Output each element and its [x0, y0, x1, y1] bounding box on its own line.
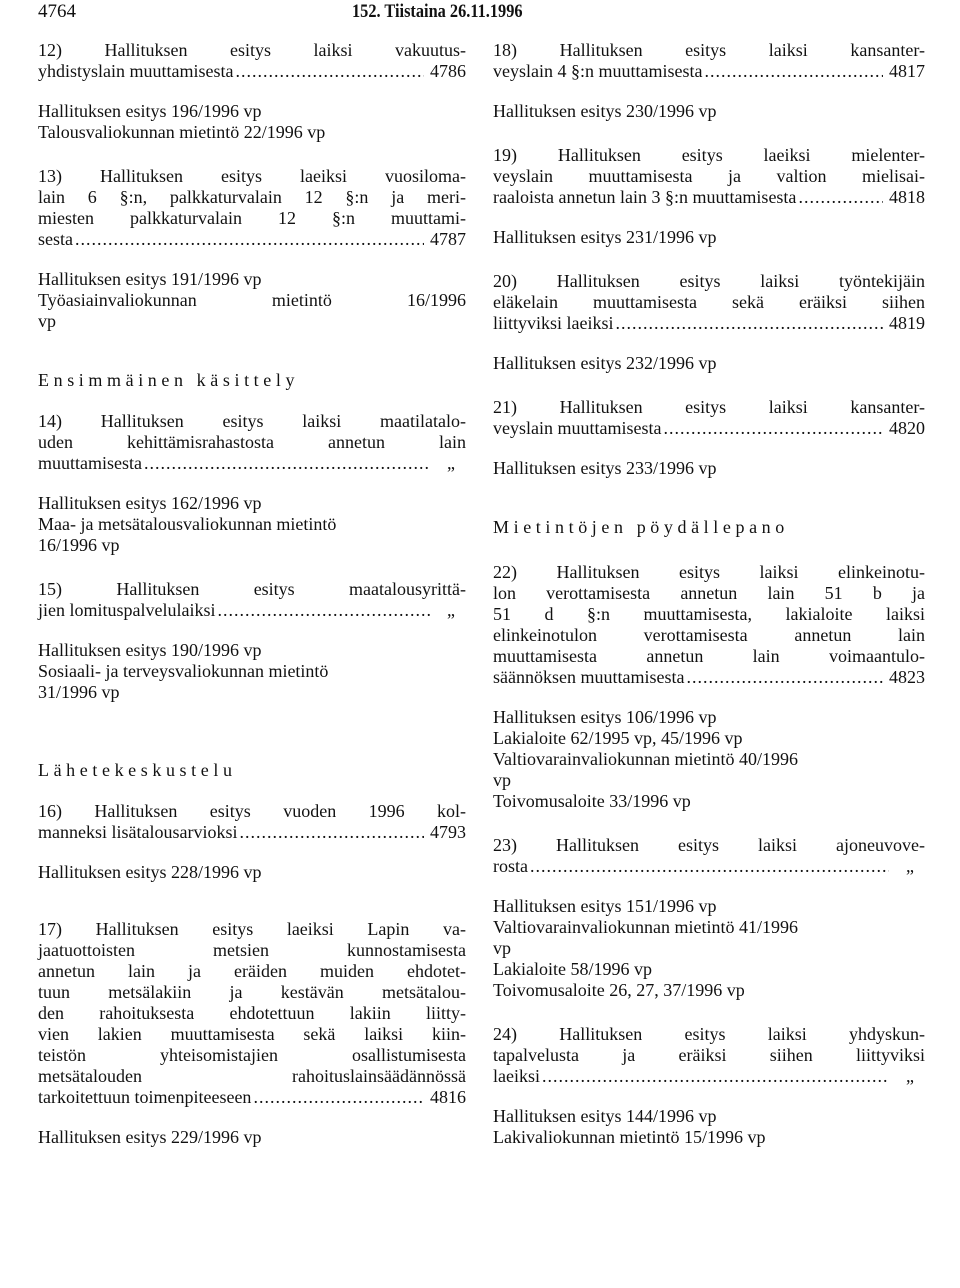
- item-title-line: uden kehittämisrahastosta annetun lain: [38, 432, 466, 452]
- left-column: [38, 40, 466, 1148]
- item-title-leader-line: [38, 600, 466, 621]
- dot-leader: [616, 313, 884, 334]
- item-title-line: lon verottamisesta annetun lain 51 b ja: [493, 583, 925, 603]
- page-reference: 4816: [430, 1087, 466, 1107]
- item-title-line: annetun lain ja eräiden muiden ehdotet-: [38, 961, 466, 981]
- dot-leader: [75, 229, 424, 250]
- item-title-line: vien lakien muuttamisesta sekä laiksi kiin-: [38, 1024, 466, 1044]
- item-title-line: lain 6 §:n, palkkaturvalain 12 §:n ja meri-: [38, 187, 466, 207]
- agenda-item-21: [493, 397, 925, 479]
- dot-leader: [217, 600, 430, 621]
- agenda-item-17: [38, 919, 466, 1148]
- document-reference: Hallituksen esitys 190/1996 vp: [38, 640, 262, 660]
- page-header: [0, 0, 960, 26]
- item-title-line: veyslain muuttamisesta ja valtion mielisai-: [493, 166, 925, 186]
- item-title-line: sesta: [38, 229, 73, 249]
- ditto-mark: „: [906, 856, 914, 876]
- item-title-line: 20) Hallituksen esitys laiksi työntekijäin: [493, 271, 925, 291]
- item-title-leader-line: [493, 61, 925, 82]
- item-title-line: manneksi lisätalousarvioksi: [38, 822, 238, 842]
- document-reference: Lakialoite 58/1996 vp: [493, 959, 652, 979]
- item-title-line: rosta: [493, 856, 528, 876]
- item-title-line: 21) Hallituksen esitys laiksi kansanter-: [493, 397, 925, 417]
- item-title-line: 12) Hallituksen esitys laiksi vakuutus-: [38, 40, 466, 60]
- item-title-line: 23) Hallituksen esitys laiksi ajoneuvove-: [493, 835, 925, 855]
- item-title-line: den rahoituksesta ehdotettuun lakiin liitty-: [38, 1003, 466, 1023]
- item-title-leader-line: [38, 61, 466, 82]
- page-number: 4764: [38, 1, 76, 22]
- document-reference: Hallituksen esitys 196/1996 vp: [38, 101, 262, 121]
- item-title-line: 14) Hallituksen esitys laiksi maatilatalo-: [38, 411, 466, 431]
- document-reference: Maa- ja metsätalousvaliokunnan mietintö: [38, 514, 337, 534]
- page-reference: 4817: [889, 61, 925, 81]
- document-reference: Lakialoite 62/1995 vp, 45/1996 vp: [493, 728, 743, 748]
- page-reference: 4793: [430, 822, 466, 842]
- dot-leader: [236, 61, 425, 82]
- item-title-line: veyslain 4 §:n muuttamisesta: [493, 61, 703, 81]
- right-column: [493, 40, 925, 1148]
- item-title-line: 15) Hallituksen esitys maatalousyrittä-: [38, 579, 466, 599]
- item-title-line: 17) Hallituksen esitys laeiksi Lapin va-: [38, 919, 466, 939]
- document-reference: Hallituksen esitys 162/1996 vp: [38, 493, 262, 513]
- item-title-line: teistön yhteisomistajien osallistumisesta: [38, 1045, 466, 1065]
- item-title-line: muuttamisesta annetun lain voimaantulo-: [493, 646, 925, 666]
- document-reference: Toivomusaloite 33/1996 vp: [493, 791, 691, 811]
- dot-leader: [530, 856, 889, 877]
- dot-leader: [663, 418, 883, 439]
- item-title-line: tuun metsälakiin ja kestävän metsätalou-: [38, 982, 466, 1002]
- document-reference: Talousvaliokunnan mietintö 22/1996 vp: [38, 122, 326, 142]
- item-title-leader-line: [38, 453, 466, 474]
- dot-leader: [542, 1066, 889, 1087]
- section-heading-reports-tabled: Mietintöjen pöydällepano: [493, 517, 789, 537]
- document-reference: Sosiaali- ja terveysvaliokunnan mietintö: [38, 661, 329, 681]
- agenda-item-16: [38, 801, 466, 883]
- item-title-leader-line: [493, 856, 925, 877]
- agenda-item-18: [493, 40, 925, 122]
- page-reference: 4819: [889, 313, 925, 333]
- page-reference: 4823: [889, 667, 925, 687]
- agenda-item-15: [38, 579, 466, 703]
- item-title-leader-line: [493, 1066, 925, 1087]
- item-title-line: veyslain muuttamisesta: [493, 418, 662, 438]
- item-title-line: liittyviksi laeiksi: [493, 313, 614, 333]
- document-reference: Hallituksen esitys 228/1996 vp: [38, 862, 262, 882]
- document-reference: Toivomusaloite 26, 27, 37/1996 vp: [493, 980, 745, 1000]
- item-title-line: 22) Hallituksen esitys laiksi elinkeinotu-: [493, 562, 925, 582]
- item-title-line: jaatuottoisten metsien kunnostamisesta: [38, 940, 466, 960]
- item-title-leader-line: [493, 418, 925, 439]
- item-title-line: laeiksi: [493, 1066, 540, 1086]
- item-title-line: säännöksen muuttamisesta: [493, 667, 685, 687]
- document-reference: 16/1996 vp: [38, 535, 120, 555]
- document-reference: vp: [493, 938, 511, 958]
- document-reference: Hallituksen esitys 144/1996 vp: [493, 1106, 717, 1126]
- dot-leader: [144, 453, 430, 474]
- document-reference: Lakivaliokunnan mietintö 15/1996 vp: [493, 1127, 766, 1147]
- agenda-item-13: [38, 166, 466, 332]
- document-reference: Hallituksen esitys 106/1996 vp: [493, 707, 717, 727]
- page-reference: 4787: [430, 229, 466, 249]
- item-title-leader-line: [38, 1087, 466, 1108]
- document-reference: Hallituksen esitys 191/1996 vp: [38, 269, 262, 289]
- dot-leader: [704, 61, 883, 82]
- document-reference: Hallituksen esitys 232/1996 vp: [493, 353, 717, 373]
- agenda-item-22: [493, 562, 925, 812]
- item-title-leader-line: [38, 822, 466, 843]
- agenda-item-23: [493, 835, 925, 1001]
- dot-leader: [239, 822, 424, 843]
- item-title-line: metsätalouden rahoituslainsäädännössä: [38, 1066, 466, 1086]
- document-reference: Työasiainvaliokunnan mietintö 16/1996: [38, 290, 466, 310]
- agenda-item-12: [38, 40, 466, 143]
- item-title-line: raaloista annetun lain 3 §:n muuttamisesta: [493, 187, 797, 207]
- item-title-leader-line: [493, 667, 925, 688]
- agenda-item-14: [38, 411, 466, 556]
- document-reference: Valtiovarainvaliokunnan mietintö 41/1996: [493, 917, 798, 937]
- dot-leader: [253, 1087, 424, 1108]
- document-reference: vp: [38, 311, 56, 331]
- item-title-line: tapalvelusta ja eräiksi siihen liittyviksi: [493, 1045, 925, 1065]
- item-title-line: 51 d §:n muuttamisesta, lakialoite laiksi: [493, 604, 925, 624]
- item-title-line: elinkeinotulon verottamisesta annetun lain: [493, 625, 925, 645]
- agenda-item-24: [493, 1024, 925, 1148]
- item-title-line: miesten palkkaturvalain 12 §:n muuttami-: [38, 208, 466, 228]
- section-heading-referral-debate: Lähetekeskustelu: [38, 760, 237, 780]
- item-title-line: tarkoitettuun toimenpiteeseen: [38, 1087, 252, 1107]
- item-title-leader-line: [493, 187, 925, 208]
- document-reference: vp: [493, 770, 511, 790]
- item-title-line: muuttamisesta: [38, 453, 142, 473]
- document-reference: Hallituksen esitys 229/1996 vp: [38, 1127, 262, 1147]
- document-reference: Hallituksen esitys 231/1996 vp: [493, 227, 717, 247]
- agenda-item-19: [493, 145, 925, 248]
- section-heading-first-reading: Ensimmäinen käsittely: [38, 370, 300, 390]
- document-reference: Valtiovarainvaliokunnan mietintö 40/1996: [493, 749, 798, 769]
- ditto-mark: „: [906, 1066, 914, 1086]
- item-title-line: jien lomituspalvelulaiksi: [38, 600, 216, 620]
- item-title-leader-line: [38, 229, 466, 250]
- item-title-line: 13) Hallituksen esitys laeiksi vuosiloma-: [38, 166, 466, 186]
- item-title-line: 16) Hallituksen esitys vuoden 1996 kol-: [38, 801, 466, 821]
- document-reference: 31/1996 vp: [38, 682, 120, 702]
- ditto-mark: „: [447, 453, 455, 473]
- page-reference: 4820: [889, 418, 925, 438]
- dot-leader: [686, 667, 883, 688]
- item-title-line: 19) Hallituksen esitys laeiksi mielenter-: [493, 145, 925, 165]
- issue-title: 152. Tiistaina 26.11.1996: [352, 1, 523, 22]
- document-reference: Hallituksen esitys 151/1996 vp: [493, 896, 717, 916]
- page-reference: 4786: [430, 61, 466, 81]
- document-reference: Hallituksen esitys 233/1996 vp: [493, 458, 717, 478]
- item-title-line: eläkelain muuttamisesta sekä eräiksi siihen: [493, 292, 925, 312]
- dot-leader: [798, 187, 883, 208]
- item-title-line: yhdistyslain muuttamisesta: [38, 61, 234, 81]
- document-reference: Hallituksen esitys 230/1996 vp: [493, 101, 717, 121]
- page-reference: 4818: [889, 187, 925, 207]
- item-title-line: 24) Hallituksen esitys laiksi yhdyskun-: [493, 1024, 925, 1044]
- item-title-line: 18) Hallituksen esitys laiksi kansanter-: [493, 40, 925, 60]
- ditto-mark: „: [447, 600, 455, 620]
- agenda-item-20: [493, 271, 925, 374]
- item-title-leader-line: [493, 313, 925, 334]
